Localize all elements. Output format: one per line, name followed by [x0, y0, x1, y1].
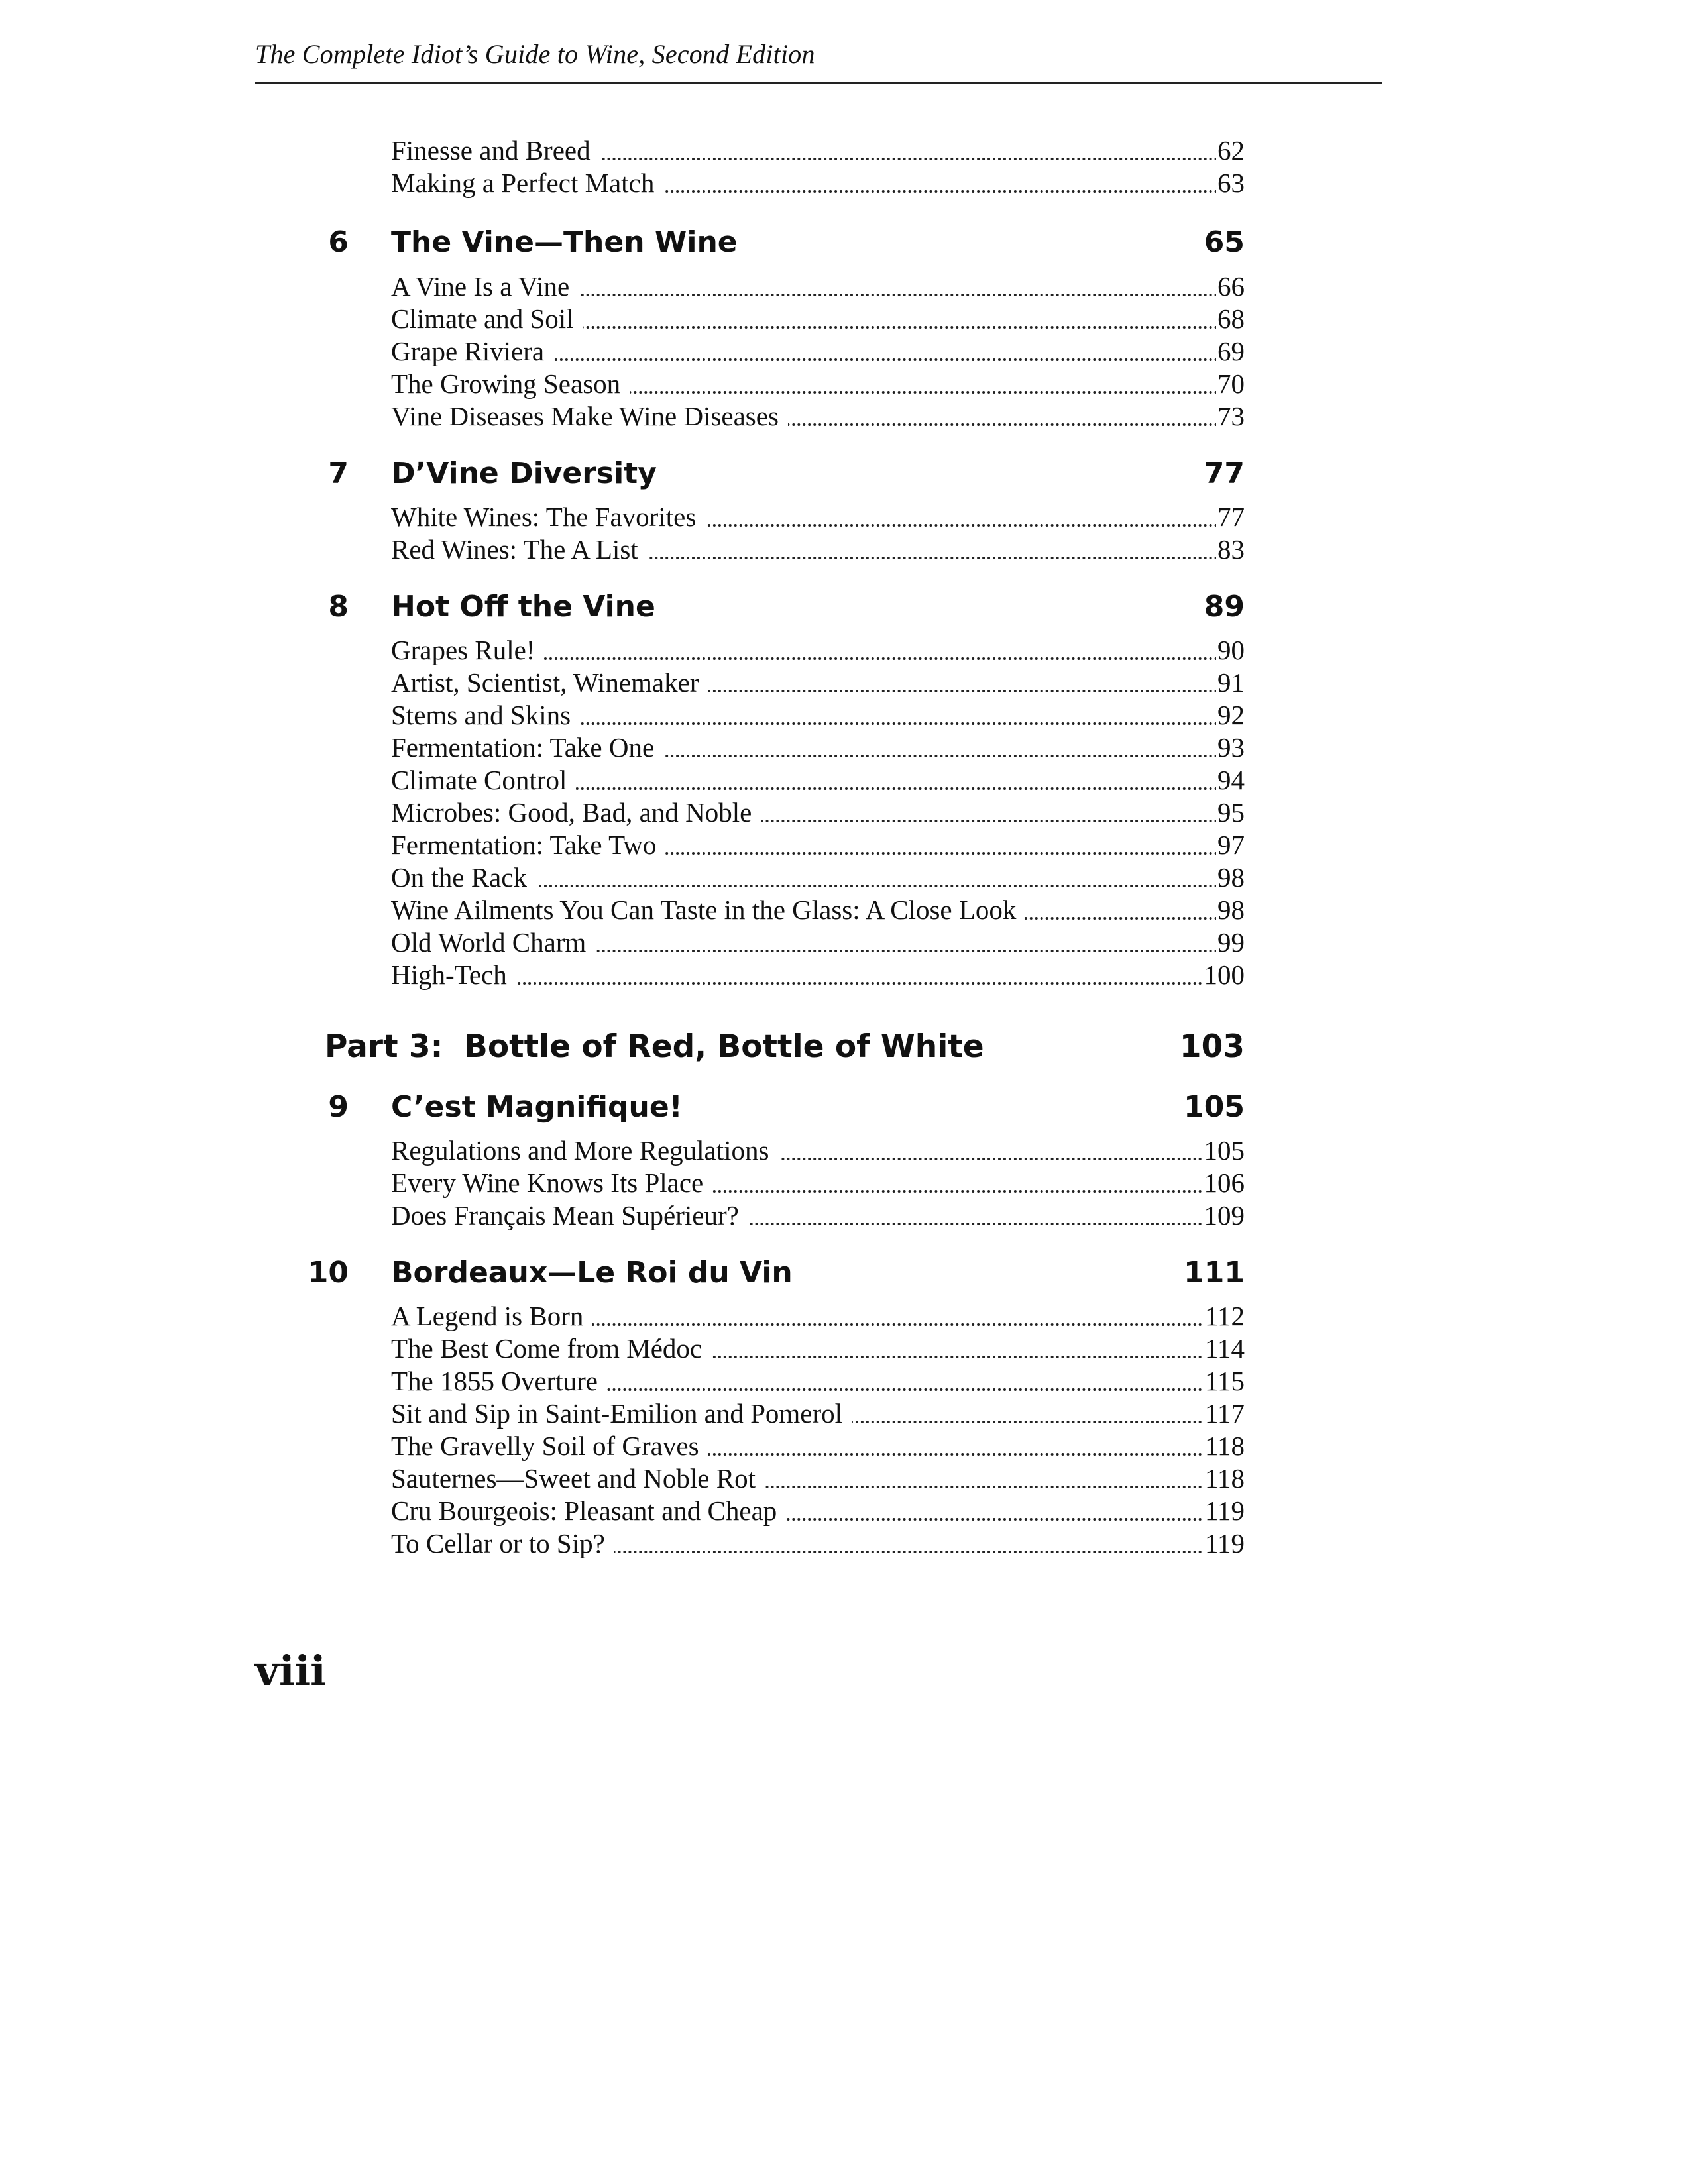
toc-entry-page: 118 — [1205, 1431, 1245, 1461]
chapter-heading-9 — [311, 1087, 1245, 1127]
chapter-page: 65 — [1204, 225, 1245, 259]
toc-entry-making-a-perfect-match — [391, 166, 1245, 199]
toc-entry-title: To Cellar or to Sip? — [391, 1527, 614, 1560]
toc-entry-title: A Vine Is a Vine — [391, 270, 579, 303]
toc-entry-page: 119 — [1205, 1528, 1245, 1558]
chapter-page: 105 — [1184, 1090, 1245, 1124]
part-label: Part 3: — [325, 1028, 443, 1065]
chapter-title: The Vine—Then Wine — [391, 225, 738, 259]
toc-entry-page: 112 — [1205, 1301, 1245, 1331]
toc-entry-page: 66 — [1217, 271, 1245, 301]
toc-entry — [391, 1494, 1245, 1527]
toc-entry-finesse-and-breed — [391, 134, 1245, 167]
toc-entry-page: 63 — [1217, 168, 1245, 198]
toc-entry-title: Regulations and More Regulations — [391, 1134, 779, 1167]
toc-entry-title: The 1855 Overture — [391, 1364, 607, 1397]
toc-entry — [391, 500, 1245, 533]
toc-entry-title: Grapes Rule! — [391, 633, 544, 667]
toc-entry-title: Grape Riviera — [391, 335, 553, 368]
toc-entry — [391, 828, 1245, 861]
toc-entry-page: 91 — [1217, 667, 1245, 698]
toc-entry — [391, 861, 1245, 894]
toc-entry — [391, 533, 1245, 566]
toc-entry — [391, 666, 1245, 699]
toc-entry — [391, 1462, 1245, 1495]
toc-entry-title: A Legend is Born — [391, 1299, 592, 1333]
dot-leader — [391, 982, 1245, 985]
toc-entry-title: Every Wine Knows Its Place — [391, 1166, 712, 1199]
toc-entry — [391, 893, 1245, 926]
chapter-page: 111 — [1184, 1256, 1245, 1289]
toc-entry-page: 114 — [1205, 1333, 1245, 1364]
toc-entry-page: 100 — [1204, 959, 1245, 990]
toc-entry-title: Fermentation: Take One — [391, 731, 663, 764]
toc-entry — [391, 1364, 1245, 1397]
toc-entry-title: Making a Perfect Match — [391, 166, 663, 199]
toc-entry — [391, 958, 1245, 991]
toc-entry-page: 90 — [1217, 635, 1245, 665]
toc-entry-title: White Wines: The Favorites — [391, 500, 705, 533]
running-header-title: The Complete Idiot’s Guide to Wine, Second Edition — [255, 39, 815, 69]
part-page: 103 — [1179, 1028, 1245, 1065]
toc-entry-title: High-Tech — [391, 958, 516, 991]
toc-entry-page: 94 — [1217, 765, 1245, 795]
toc-entry — [391, 1397, 1245, 1430]
chapter-number: 9 — [328, 1090, 349, 1124]
toc-entry-page: 62 — [1217, 135, 1245, 166]
chapter-heading-10 — [308, 1253, 1245, 1293]
chapter-heading-8 — [311, 587, 1245, 627]
toc-entry — [391, 731, 1245, 764]
chapter-title: Bordeaux—Le Roi du Vin — [391, 1256, 793, 1289]
toc-entry-title: Red Wines: The A List — [391, 533, 648, 566]
toc-entry-title: Old World Charm — [391, 926, 595, 959]
toc-entry — [391, 763, 1245, 796]
toc-entry-page: 73 — [1217, 401, 1245, 431]
toc-entry — [391, 1332, 1245, 1365]
toc-entry — [391, 367, 1245, 400]
toc-entry — [391, 270, 1245, 303]
toc-entry-page: 118 — [1205, 1463, 1245, 1494]
toc-entry-page: 97 — [1217, 830, 1245, 860]
toc-entry — [391, 1299, 1245, 1333]
toc-entry-page: 98 — [1217, 895, 1245, 925]
toc-entry — [391, 698, 1245, 732]
toc-entry-title: Climate Control — [391, 763, 576, 796]
toc-entry-page: 105 — [1204, 1135, 1245, 1166]
toc-entry-title: The Growing Season — [391, 367, 630, 400]
toc-entry — [391, 335, 1245, 368]
toc-entry-title: Climate and Soil — [391, 302, 583, 335]
chapter-title: Hot Off the Vine — [391, 590, 655, 624]
toc-entry-page: 98 — [1217, 862, 1245, 893]
toc-entry — [391, 1199, 1245, 1232]
toc-entry-page: 68 — [1217, 303, 1245, 334]
toc-entry-page: 109 — [1204, 1200, 1245, 1230]
toc-entry-title: Fermentation: Take Two — [391, 828, 665, 861]
toc-entry — [391, 302, 1245, 335]
toc-entry — [391, 1429, 1245, 1462]
chapter-title: C’est Magnifique! — [391, 1090, 683, 1124]
toc-entry-page: 92 — [1217, 700, 1245, 730]
toc-entry-title: Stems and Skins — [391, 698, 580, 732]
toc-entry-title: Sauternes—Sweet and Noble Rot — [391, 1462, 765, 1495]
toc-entry-title: On the Rack — [391, 861, 536, 894]
toc-entry — [391, 1134, 1245, 1167]
chapter-title: D’Vine Diversity — [391, 457, 657, 490]
toc-entry — [391, 1527, 1245, 1560]
toc-entry-page: 77 — [1217, 502, 1245, 532]
chapter-page: 89 — [1204, 590, 1245, 624]
toc-entry — [391, 1166, 1245, 1199]
toc-entry-title: Microbes: Good, Bad, and Noble — [391, 796, 761, 829]
toc-entry-page: 117 — [1205, 1398, 1245, 1429]
toc-entry-page: 106 — [1204, 1168, 1245, 1198]
toc-entry-page: 69 — [1217, 336, 1245, 366]
toc-entry-page: 119 — [1205, 1496, 1245, 1526]
chapter-number: 8 — [328, 590, 349, 624]
part-title: Bottle of Red, Bottle of White — [464, 1028, 984, 1065]
toc-entry-page: 83 — [1217, 534, 1245, 565]
toc-entry-title: The Gravelly Soil of Graves — [391, 1429, 708, 1462]
toc-entry-title: Wine Ailments You Can Taste in the Glass: A Close Look — [391, 893, 1025, 926]
toc-entry-title: Finesse and Breed — [391, 134, 600, 167]
chapter-number: 10 — [308, 1256, 349, 1289]
chapter-heading-6 — [311, 223, 1245, 262]
page-number: viii — [255, 1647, 326, 1695]
toc-entry-title: Sit and Sip in Saint-Emilion and Pomerol — [391, 1397, 852, 1430]
toc-entry-title: The Best Come from Médoc — [391, 1332, 711, 1365]
toc-entry-title: Artist, Scientist, Winemaker — [391, 666, 708, 699]
toc-entry — [391, 926, 1245, 959]
toc-entry-page: 95 — [1217, 797, 1245, 828]
toc-entry-title: Cru Bourgeois: Pleasant and Cheap — [391, 1494, 786, 1527]
toc-entry-page: 93 — [1217, 732, 1245, 763]
toc-entry-title: Does Français Mean Supérieur? — [391, 1199, 748, 1232]
chapter-page: 77 — [1204, 457, 1245, 490]
toc-entry-page: 99 — [1217, 927, 1245, 957]
toc-entry — [391, 400, 1245, 433]
part-heading-3 — [325, 1025, 1245, 1069]
toc-entry-page: 70 — [1217, 368, 1245, 399]
toc-entry-page: 115 — [1205, 1366, 1245, 1396]
toc-entry-title: Vine Diseases Make Wine Diseases — [391, 400, 788, 433]
chapter-number: 6 — [328, 225, 349, 259]
toc-entry — [391, 633, 1245, 667]
toc-entry — [391, 796, 1245, 829]
chapter-heading-7 — [311, 454, 1245, 494]
chapter-number: 7 — [328, 457, 349, 490]
